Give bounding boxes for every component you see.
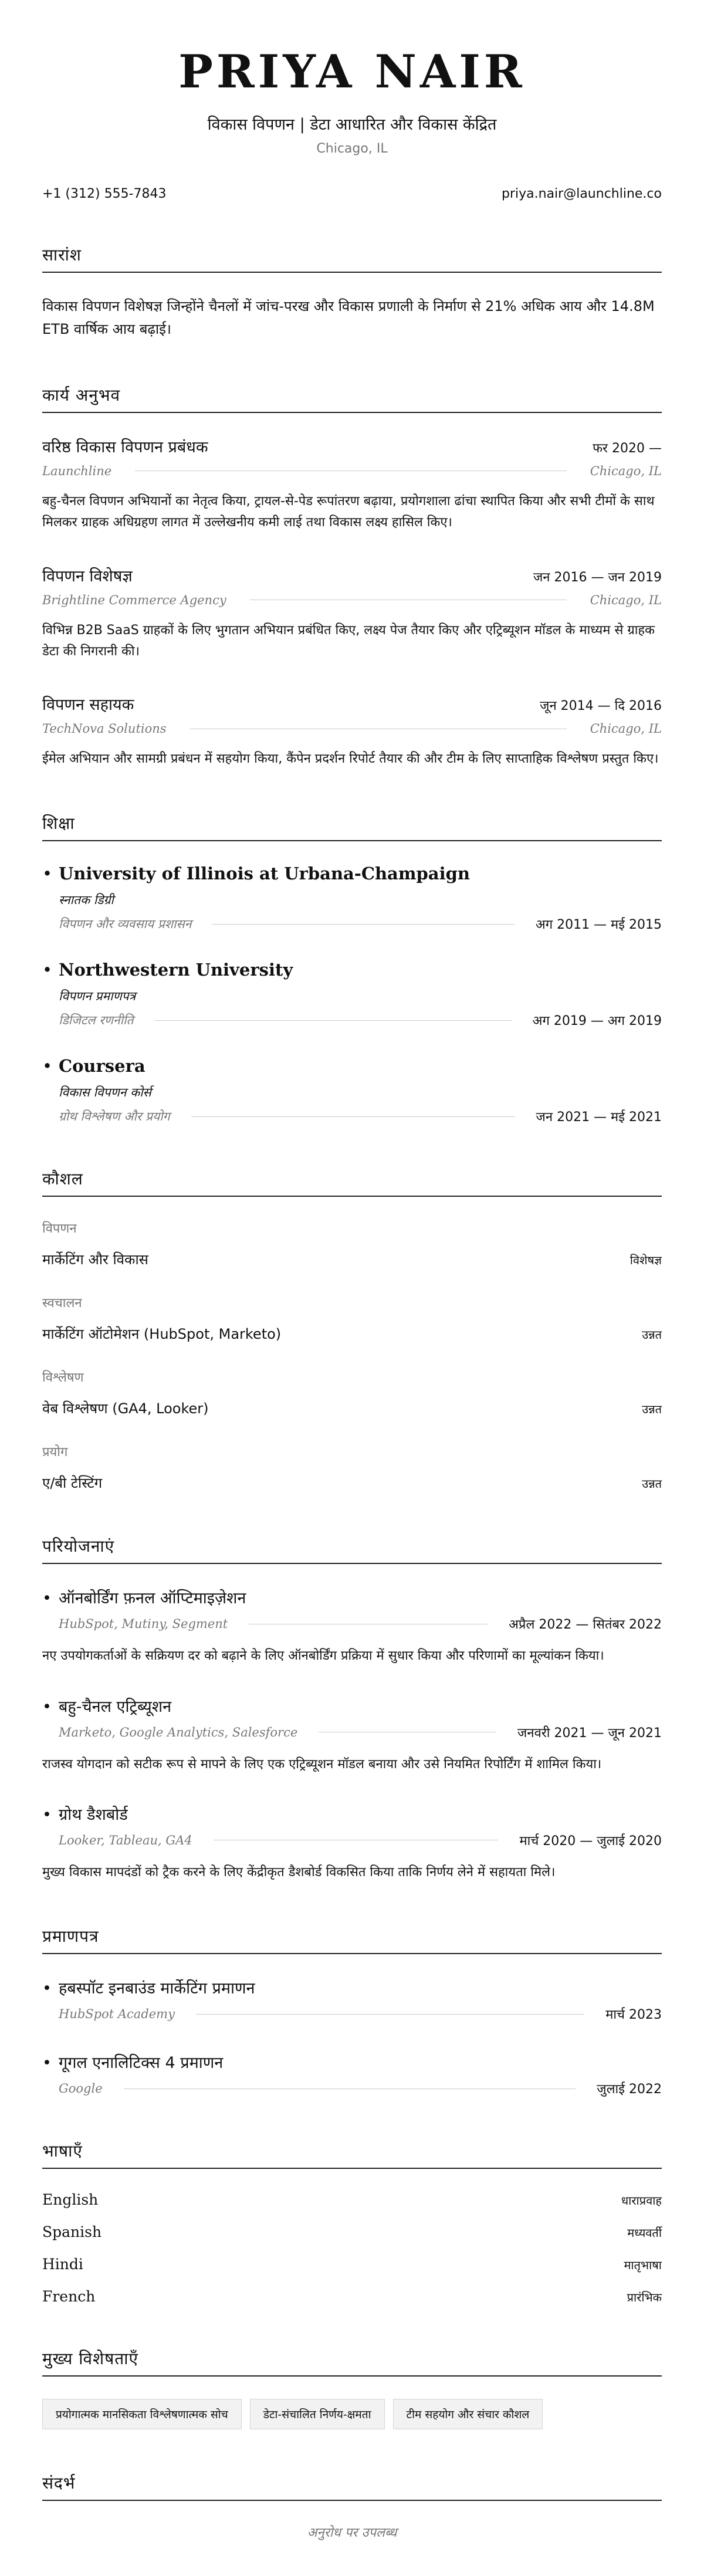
experience-heading: कार्य अनुभव — [42, 384, 662, 413]
certifications-heading: प्रमाणपत्र — [42, 1925, 662, 1954]
project-entry — [42, 1695, 662, 1775]
references-section — [42, 2472, 662, 2541]
language-name: Spanish — [42, 2223, 102, 2241]
projects-section — [42, 1535, 662, 1883]
bullet-icon: • — [42, 1805, 52, 1824]
education-entry — [42, 1056, 662, 1125]
degree-name: विपणन प्रमाणपत्र — [59, 989, 136, 1004]
languages-section — [42, 2140, 662, 2305]
language-entry — [42, 2191, 662, 2208]
languages-heading: भाषाएँ — [42, 2140, 662, 2169]
certification-issuer: Google — [59, 2081, 103, 2096]
job-company: Brightline Commerce Agency — [42, 593, 226, 607]
projects-heading: परियोजनाएं — [42, 1535, 662, 1564]
job-title: वरिष्ठ विकास विपणन प्रबंधक — [42, 438, 208, 456]
tag-chip: प्रयोगात्मक मानसिकता विश्लेषणात्मक सोच — [42, 2399, 242, 2429]
interests-section — [42, 2347, 662, 2429]
school-name: University of Illinois at Urbana-Champaign — [59, 864, 470, 884]
skill-category: विश्लेषण — [42, 1370, 84, 1386]
skill-level: विशेषज्ञ — [629, 1253, 662, 1268]
certification-issuer: HubSpot Academy — [59, 2007, 175, 2022]
degree-name: स्नातक डिग्री — [59, 893, 114, 908]
language-name: French — [42, 2288, 96, 2306]
job-title: विपणन विशेषज्ञ — [42, 567, 133, 585]
bullet-icon: • — [42, 864, 53, 884]
tag-chip: टीम सहयोग और संचार कौशल — [393, 2399, 543, 2429]
job-description: बहु-चैनल विपणन अभियानों का नेतृत्व किया, ट्रायल-से-पेड रूपांतरण बढ़ाया, प्रयोगशाला ढांचा स्थापित किया और सभी टीमों के साथ मिलकर ग्राहक अधिग्रहण लागत में उल्लेखनीय कमी लाई तथा विकास लक्ष्य हासिल किए। — [42, 493, 655, 530]
certification-title: गूगल एनालिटिक्स 4 प्रमाणन — [59, 2054, 224, 2073]
certification-entry — [42, 1976, 662, 2023]
phone-number[interactable]: +1 (312) 555-7843 — [42, 186, 167, 201]
summary-section — [42, 243, 662, 341]
education-date: अग 2011 — मई 2015 — [535, 918, 662, 933]
job-date: जून 2014 — दि 2016 — [540, 699, 662, 714]
skill-name: मार्केटिंग और विकास — [42, 1251, 148, 1268]
bullet-icon: • — [42, 1697, 52, 1716]
leader-line — [212, 924, 515, 925]
experience-section — [42, 384, 662, 770]
resume-header — [42, 47, 662, 156]
certifications-section — [42, 1925, 662, 2097]
project-tools: HubSpot, Mutiny, Segment — [59, 1617, 228, 1631]
certification-title: हबस्पॉट इनबाउंड मार्केटिंग प्रमाणन — [59, 1979, 255, 1998]
references-heading: संदर्भ — [42, 2472, 662, 2501]
school-name: Northwestern University — [59, 960, 293, 980]
job-location: Chicago, IL — [590, 722, 662, 736]
project-description: नए उपयोगकर्ताओं के सक्रियण दर को बढ़ाने के लिए ऑनबोर्डिंग प्रक्रिया में सुधार किया और परिणामों का मूल्यांकन किया। — [42, 1648, 604, 1664]
job-company: Launchline — [42, 463, 112, 478]
leader-line — [154, 1020, 511, 1021]
summary-text: विकास विपणन विशेषज्ञ जिन्होंने चैनलों में जांच-परख और विकास प्रणाली के निर्माण से 21% अधिक आय और 14.8M ETB वार्षिक आय बढ़ाई। — [42, 297, 655, 338]
job-description: ईमेल अभियान और सामग्री प्रबंधन में सहयोग किया, कैंपेन प्रदर्शन रिपोर्ट तैयार की और टीम के लिए साप्ताहिक विश्लेषण प्रस्तुत किए। — [42, 752, 659, 767]
skill-name: मार्केटिंग ऑटोमेशन (HubSpot, Marketo) — [42, 1326, 282, 1343]
language-level: मातृभाषा — [624, 2258, 662, 2273]
skills-heading: कौशल — [42, 1167, 662, 1197]
project-entry — [42, 1586, 662, 1666]
job-date: जन 2016 — जन 2019 — [533, 570, 662, 585]
education-entry — [42, 864, 662, 933]
education-heading: शिक्षा — [42, 812, 662, 841]
field-of-study: डिजिटल रणनीति — [59, 1013, 134, 1028]
job-company: TechNova Solutions — [42, 722, 167, 736]
project-description: मुख्य विकास मापदंडों को ट्रैक करने के लिए केंद्रीकृत डैशबोर्ड विकसित किया ताकि निर्णय लेने में सहायता मिले। — [42, 1864, 556, 1880]
references-text: अनुरोध पर उपलब्ध — [307, 2526, 397, 2541]
certification-entry — [42, 2051, 662, 2097]
certification-date: जुलाई 2022 — [597, 2082, 662, 2097]
skill-name: ए/बी टेस्टिंग — [42, 1475, 103, 1492]
education-date: अग 2019 — अग 2019 — [532, 1014, 662, 1029]
summary-heading: सारांश — [42, 243, 662, 273]
skill-category: प्रयोग — [42, 1445, 68, 1460]
interests-heading: मुख्य विशेषताएँ — [42, 2347, 662, 2377]
language-entry — [42, 2288, 662, 2305]
bullet-icon: • — [42, 2054, 52, 2073]
school-name: Coursera — [59, 1056, 145, 1077]
education-entry — [42, 960, 662, 1029]
candidate-name: PRIYA NAIR — [178, 45, 526, 99]
leader-line — [135, 470, 567, 471]
job-date: फर 2020 — — [593, 441, 662, 456]
job-entry — [42, 693, 662, 770]
skill-entry — [42, 1294, 662, 1343]
leader-line — [196, 2014, 584, 2015]
skill-entry — [42, 1368, 662, 1418]
project-date: अप्रैल 2022 — सितंबर 2022 — [509, 1617, 662, 1633]
email-address[interactable]: priya.nair@launchline.co — [502, 186, 662, 201]
skill-level: उन्नत — [642, 1477, 662, 1491]
project-date: मार्च 2020 — जुलाई 2020 — [519, 1833, 662, 1849]
skill-entry — [42, 1443, 662, 1492]
certification-date: मार्च 2023 — [605, 2008, 662, 2023]
project-entry — [42, 1803, 662, 1883]
field-of-study: ग्रोथ विश्लेषण और प्रयोग — [59, 1109, 170, 1124]
job-title: विपणन सहायक — [42, 696, 134, 715]
skills-section — [42, 1167, 662, 1492]
project-title: बहु-चैनल एट्रिब्यूशन — [59, 1697, 172, 1716]
contact-row — [42, 187, 662, 201]
skill-category: विपणन — [42, 1221, 77, 1237]
job-location: Chicago, IL — [590, 593, 662, 607]
skill-name: वेब विश्लेषण (GA4, Looker) — [42, 1400, 209, 1417]
language-name: English — [42, 2191, 99, 2209]
tag-chip: डेटा-संचालित निर्णय-क्षमता — [250, 2399, 385, 2429]
bullet-icon: • — [42, 1056, 53, 1077]
project-date: जनवरी 2021 — जून 2021 — [517, 1725, 662, 1741]
project-tools: Looker, Tableau, GA4 — [59, 1833, 192, 1847]
leader-line — [191, 1116, 515, 1117]
project-tools: Marketo, Google Analytics, Salesforce — [59, 1725, 298, 1739]
education-section — [42, 812, 662, 1125]
project-title: ग्रोथ डैशबोर्ड — [59, 1805, 128, 1824]
bullet-icon: • — [42, 1589, 52, 1608]
language-name: Hindi — [42, 2256, 83, 2273]
language-entry — [42, 2256, 662, 2273]
degree-name: विकास विपणन कोर्स — [59, 1085, 151, 1100]
bullet-icon: • — [42, 1979, 52, 1998]
skill-level: उन्नत — [642, 1402, 662, 1417]
language-entry — [42, 2223, 662, 2240]
tag-list — [42, 2399, 662, 2429]
candidate-tagline: विकास विपणन | डेटा आधारित और विकास केंद्रित — [207, 115, 497, 134]
job-entry — [42, 564, 662, 663]
job-entry — [42, 435, 662, 534]
candidate-location: Chicago, IL — [316, 141, 388, 156]
leader-line — [124, 2088, 576, 2089]
job-description: विभिन्न B2B SaaS ग्राहकों के लिए भुगतान अभियान प्रबंधित किए, लक्ष्य पेज तैयार किए और एट्रिब्यूशन मॉडल के माध्यम से ग्राहक डेटा की निगरानी की। — [42, 622, 655, 659]
project-title: ऑनबोर्डिंग फ़नल ऑप्टिमाइज़ेशन — [59, 1589, 246, 1608]
bullet-icon: • — [42, 960, 53, 980]
skill-level: उन्नत — [642, 1328, 662, 1342]
language-level: धाराप्रवाह — [621, 2194, 662, 2208]
language-level: प्रारंभिक — [627, 2290, 662, 2305]
education-date: जन 2021 — मई 2021 — [536, 1110, 662, 1125]
project-description: राजस्व योगदान को सटीक रूप से मापने के लिए एक एट्रिब्यूशन मॉडल बनाया और उसे नियमित रिपोर्टिंग में शामिल किया। — [42, 1756, 602, 1772]
skill-category: स्वचालन — [42, 1296, 82, 1311]
skill-entry — [42, 1219, 662, 1269]
language-level: मध्यवर्ती — [627, 2226, 662, 2240]
job-location: Chicago, IL — [590, 463, 662, 478]
field-of-study: विपणन और व्यवसाय प्रशासन — [59, 917, 192, 932]
